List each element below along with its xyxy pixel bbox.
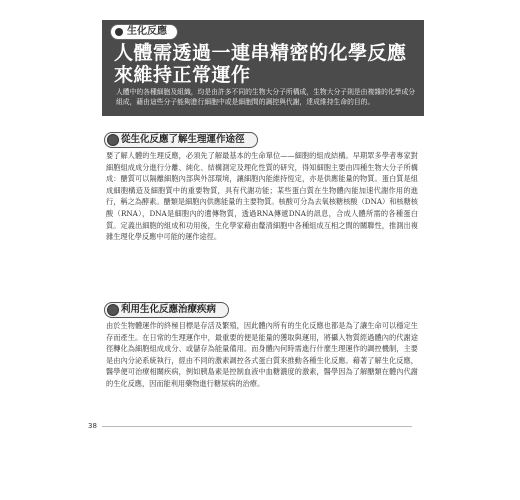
section-bullet-icon <box>107 134 119 146</box>
section-body-physiology: 要了解人體的生理反應，必須先了解最基本的生命單位——細胞的組成結構。早期眾多學者專家對細胞組成成分進行分離、純化、結構測定及理化性質的研究，得知細胞主要由四種生物大分子所構成：醣質可以隔離細胞內部與外部環境，讓細胞內能維持恆定，亦是供應能量的物質。蛋白質是組成細胞構造及細胞質中的重要物質，具有代謝功能；某些蛋白質在生物體內能加速代謝作用的進行，稱之為酵素。醣類是細胞內供應能量的主要物質。核酸可分為去氧核糖核酸（DNA）和核糖核酸（RNA），DNA是細胞內的遺傳物質，透過RNA傳遞DNA的訊息，合成人體所需的各種蛋白質。定義出細胞的組成和功用後，生化學家藉由釐清細胞中各種組成互相之間的關聯性，推測出複雜生理化學反應中可能的運作途徑。 <box>106 151 418 242</box>
footer-divider <box>102 426 412 427</box>
section-body-treatment: 由於生物體運作的終極目標是存活及繁殖，因此體內所有的生化反應也都是為了讓生命可以穩定生存而產生。在日常的生理運作中，最重要的便是能量的獲取與運用，將攝入物質經過體內的代謝途徑轉化為細胞組成成分、或儲存為能量備用。而身體內何時需進行什麼生理運作的調控機制，主要是由內分泌系統執行，經由不同的激素調控各式蛋白質來推動各種生化反應。藉著了解生化反應，醫學便可治療相關疾病，例如胰島素是控制血液中血糖濃度的激素，醫學因為了解醣類在體內代謝的生化反應，因而能利用藥物進行糖尿病的治療。 <box>106 321 418 388</box>
category-tag-label: 生化反應 <box>127 26 167 37</box>
section-heading-label: 從生化反應了解生理運作途徑 <box>121 134 245 145</box>
chapter-header <box>102 20 424 116</box>
section-heading-treatment <box>104 302 229 318</box>
chapter-summary: 人體中的各種細胞及組織，均是由許多不同的生物大分子所構成，生物大分子則是由複雜的化學成分組成，藉由這些分子能夠進行細胞中或是細胞間的調控與代謝，達成維持生命的目的。 <box>116 88 416 106</box>
section-heading-label: 利用生化反應治療疾病 <box>121 304 217 315</box>
section-bullet-icon <box>107 304 119 316</box>
page-number: 38 <box>88 422 97 430</box>
category-tag <box>110 24 178 40</box>
book-page <box>88 8 428 492</box>
chapter-title: 人體需透過一連串精密的化學反應來維持正常運作 <box>114 42 407 86</box>
bullet-dot-icon <box>115 28 123 36</box>
section-heading-physiology <box>104 132 258 148</box>
